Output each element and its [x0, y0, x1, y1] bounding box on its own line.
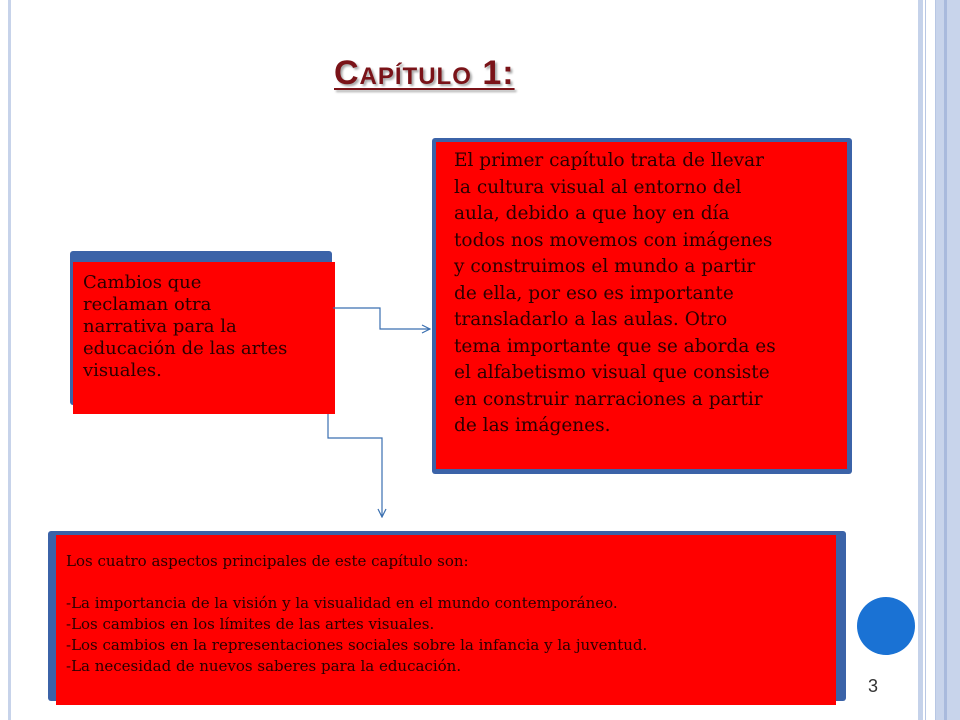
bottom-box-item: -La necesidad de nuevos saberes para la educación. — [66, 657, 462, 675]
right-frame-stripe — [944, 0, 947, 720]
bottom-box-item: -Los cambios en la representaciones sociales sobre la infancia y la juventud. — [66, 636, 648, 654]
bottom-box-item: -La importancia de la visión y la visualidad en el mundo contemporáneo. — [66, 594, 618, 612]
right-text-box[interactable] — [436, 142, 847, 469]
left-box-line: educación de las artes — [83, 338, 288, 359]
right-box-line: la cultura visual al entorno del — [454, 176, 742, 198]
right-box-line: de las imágenes. — [454, 415, 611, 436]
left-box-line: visuales. — [83, 360, 162, 381]
right-box-line: transladarlo a las aulas. Otro — [454, 309, 728, 330]
right-box-line: aula, debido a que hoy en día — [454, 203, 730, 224]
bottom-text-box[interactable] — [56, 535, 836, 705]
right-frame-band — [936, 0, 960, 720]
right-box-line: en construir narraciones a partir — [454, 388, 763, 410]
right-box-line: tema importante que se aborda es — [454, 335, 776, 357]
bottom-box-spacer — [66, 572, 826, 593]
right-box-line: y construimos el mundo a partir — [454, 256, 756, 277]
page-number: 3 — [868, 676, 879, 696]
right-box-line: El primer capítulo trata de llevar — [454, 150, 764, 171]
left-box-line: Cambios que — [83, 272, 202, 293]
right-box-line: el alfabetismo visual que consiste — [454, 362, 770, 383]
left-box-line: narrativa para la — [83, 316, 237, 337]
left-box-line: reclaman otra — [83, 294, 212, 315]
bottom-box-item: -Los cambios en los límites de las artes visuales. — [66, 615, 435, 633]
bottom-box-intro: Los cuatro aspectos principales de este capítulo son: — [66, 552, 469, 570]
left-frame-line — [8, 0, 11, 720]
arrow-to-bottom-box — [328, 414, 382, 517]
decorative-circle — [857, 597, 915, 655]
left-text-box[interactable] — [73, 262, 335, 414]
right-box-line: todos nos movemos con imágenes — [454, 229, 773, 251]
arrow-to-right-box — [333, 308, 430, 329]
right-box-line: de ella, por eso es importante — [454, 282, 734, 304]
right-frame-stripe — [925, 0, 936, 720]
right-frame-stripe — [918, 0, 923, 720]
slide-title[interactable]: Capítulo 1: — [334, 54, 515, 92]
